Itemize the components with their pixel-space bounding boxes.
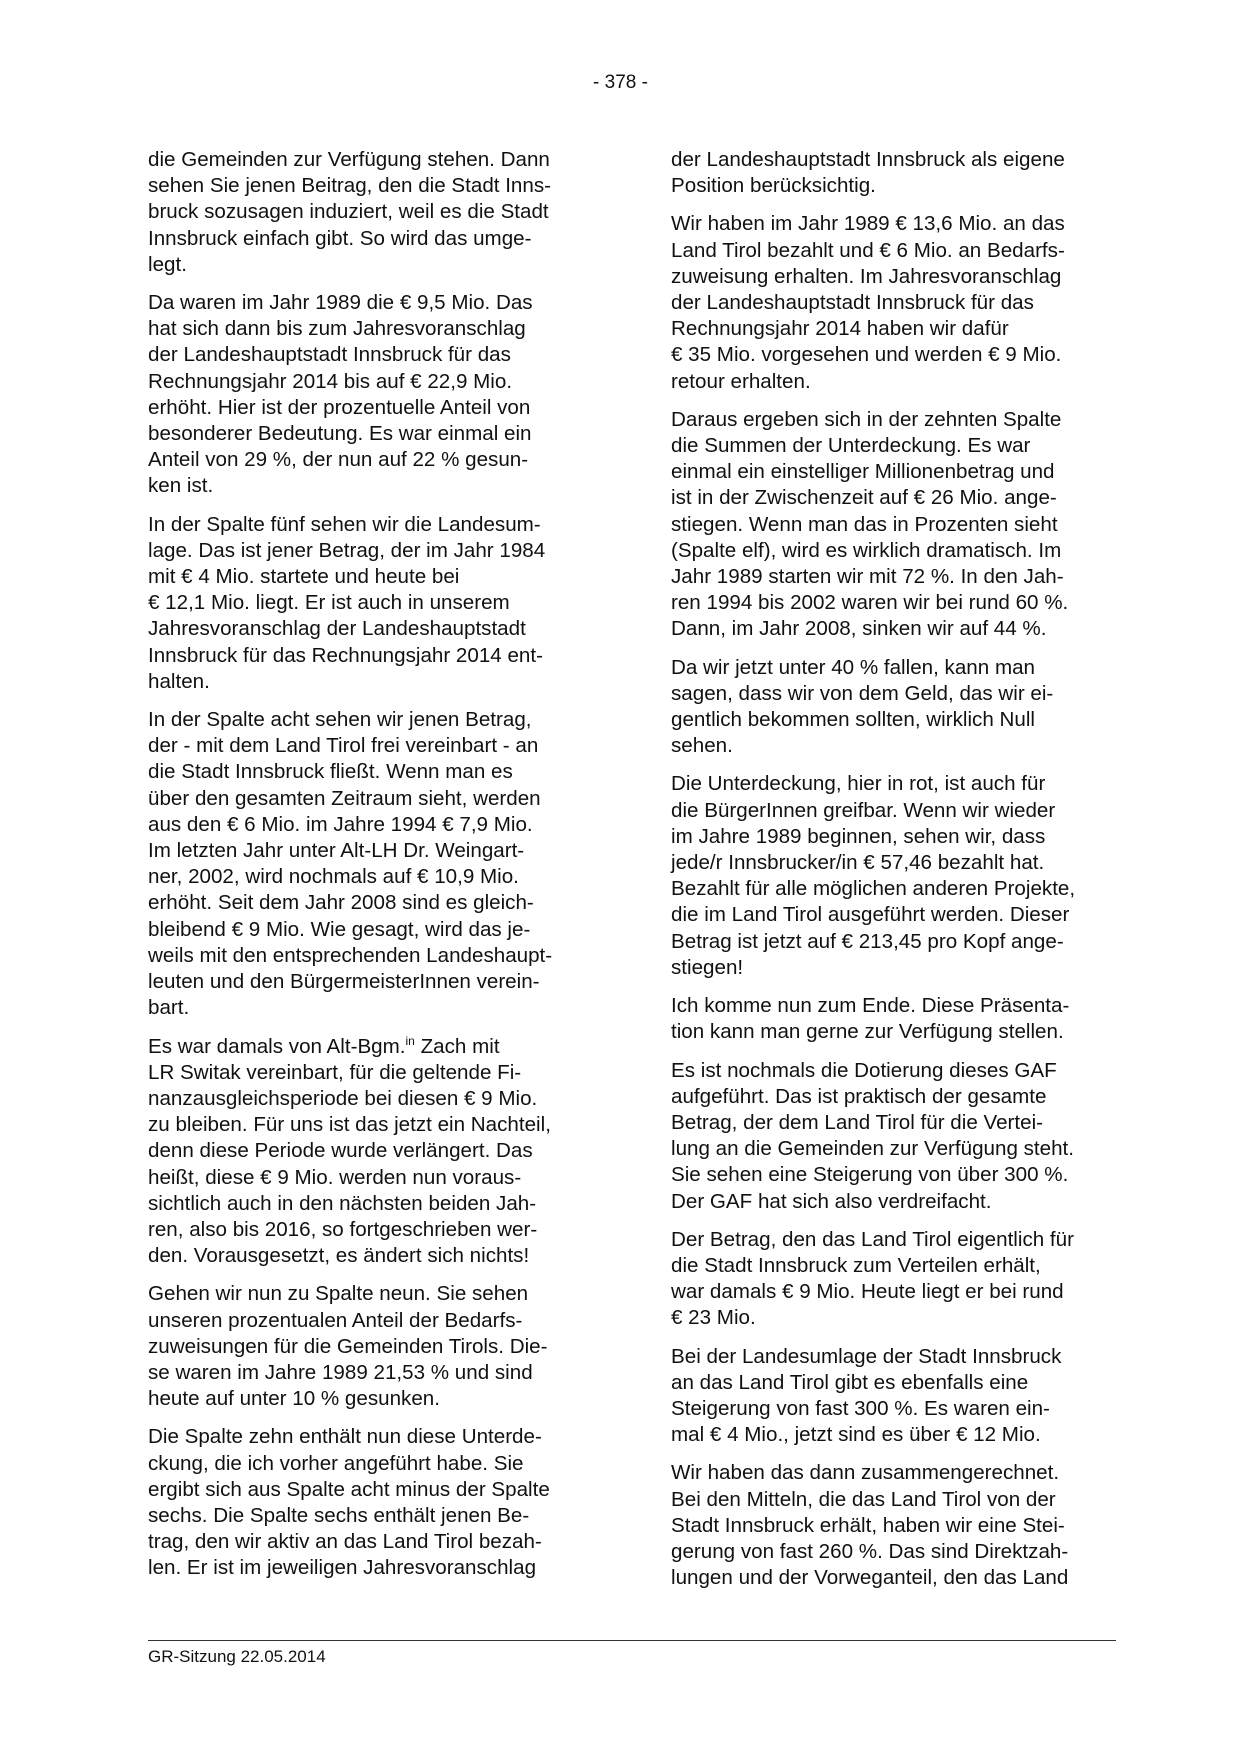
superscript: in [405,1033,415,1048]
paragraph: Gehen wir nun zu Spalte neun. Sie sehen unseren prozentualen Anteil der Bedarfs- zuweisungen für die Gemeinden Tirols. Die- se waren im Jahre 1989 21,53 % und sind heute auf unter 10 % gesunken. [148,1282,548,1411]
paragraph: die Gemeinden zur Verfügung stehen. Dann sehen Sie jenen Beitrag, den die Stadt Inns- bruck sozusagen induziert, weil es die Stadt Innsbruck einfach gibt. So wird das umge- legt. [148,148,551,276]
paragraph: Da waren im Jahr 1989 die € 9,5 Mio. Das hat sich dann bis zum Jahresvoranschlag der Landeshauptstadt Innsbruck für das Rechnungsjahr 2014 bis auf € 22,9 Mio. erhöht. Hier ist der prozentuelle Anteil von besonderer Bedeutung. Es war einmal ein Anteil von 29 %, der nun auf 22 % gesun- ken ist. [148,291,533,498]
paragraph: Bei der Landesumlage der Stadt Innsbruck an das Land Tirol gibt es ebenfalls eine Steigerung von fast 300 %. Es waren ein- mal € 4 Mio., jetzt sind es über € 12 Mio. [671,1344,1062,1447]
paragraph: Ich komme nun zum Ende. Diese Präsenta- tion kann man gerne zur Verfügung stellen. [671,994,1070,1044]
right-column [671,147,1119,1603]
left-column [148,147,596,1594]
text-before-superscript: Es war damals von Alt-Bgm. [148,1034,406,1058]
page-number: - 378 - [593,72,648,93]
paragraph: der Landeshauptstadt Innsbruck als eigene Position berücksichtig. [671,148,1065,198]
paragraph-opening [148,1035,500,1058]
paragraph: Da wir jetzt unter 40 % fallen, kann man sagen, dass wir von dem Geld, das wir ei- gentlich bekommen sollten, wirklich Null sehen. [671,655,1054,758]
paragraph: In der Spalte acht sehen wir jenen Betrag, der - mit dem Land Tirol frei vereinbart - an die Stadt Innsbruck fließt. Wenn man es über den gesamten Zeitraum sieht, werden aus den € 6 Mio. im Jahre 1994 € 7,9 Mio. Im letzten Jahr unter Alt-LH Dr. Weingart- ner, 2002, wird nochmals auf € 10,9 Mio. erhöht. Seit dem Jahr 2008 sind es gleich- bleibend € 9 Mio. Wie gesagt, wird das je- weils mit den entsprechenden Landeshaupt- leuten und den BürgermeisterInnen verein- bart. [148,708,553,1020]
paragraph: Die Unterdeckung, hier in rot, ist auch für die BürgerInnen greifbar. Wenn wir wieder im Jahre 1989 beginnen, sehen wir, dass jede/r Innsbrucker/in € 57,46 bezahlt hat. Bezahlt für alle möglichen anderen Projekte, die im Land Tirol ausgeführt werden. Dieser Betrag ist jetzt auf € 213,45 pro Kopf ange- stiegen! [671,772,1076,979]
paragraph: Daraus ergeben sich in der zehnten Spalte die Summen der Unterdeckung. Es war einmal ein einstelliger Millionenbetrag und ist in der Zwischenzeit auf € 26 Mio. ange- stiegen. Wenn man das in Prozenten sieht (Spalte elf), wird es wirklich dramatisch. Im Jahr 1989 starten wir mit 72 %. In den Jah- ren 1994 bis 2002 waren wir bei rund 60 %. Dann, im Jahr 2008, sinken wir auf 44 %. [671,407,1069,641]
footer-session-date: GR-Sitzung 22.05.2014 [148,1647,326,1666]
paragraph: In der Spalte fünf sehen wir die Landesum- lage. Das ist jener Betrag, der im Jahr 1984 mit € 4 Mio. startete und heute bei € 12,1 Mio. liegt. Er ist auch in unserem Jahresvoranschlag der Landeshauptstadt Innsbruck für das Rechnungsjahr 2014 ent- halten. [148,512,546,693]
paragraph: Wir haben im Jahr 1989 € 13,6 Mio. an das Land Tirol bezahlt und € 6 Mio. an Bedarfs- zuweisung erhalten. Im Jahresvoranschlag der Landeshauptstadt Innsbruck für das Rechnungsjahr 2014 haben wir dafür € 35 Mio. vorgesehen und werden € 9 Mio. retour erhalten. [671,212,1065,393]
paragraph: Die Spalte zehn enthält nun diese Unterde- ckung, die ich vorher angeführt habe. Sie ergibt sich aus Spalte acht minus der Spalte sechs. Die Spalte sechs enthält jenen Be- trag, den wir aktiv an das Land Tirol bezah- len. Er ist im jeweiligen Jahresvoranschlag [148,1425,550,1580]
paragraph: Es ist nochmals die Dotierung dieses GAF aufgeführt. Das ist praktisch der gesamte Betrag, der dem Land Tirol für die Vertei- lung an die Gemeinden zur Verfügung steht. Sie sehen eine Steigerung von über 300 %. Der GAF hat sich also verdreifacht. [671,1058,1074,1213]
footer-divider [148,1640,1116,1641]
paragraph: Der Betrag, den das Land Tirol eigentlich für die Stadt Innsbruck zum Verteilen erhält, war damals € 9 Mio. Heute liegt er bei rund € 23 Mio. [671,1227,1074,1330]
paragraph-continuation: LR Switak vereinbart, für die geltende Fi- nanzausgleichsperiode bei diesen € 9 Mio. zu bleiben. Für uns ist das jetzt ein Nachteil, denn diese Periode wurde verlängert. Das heißt, diese € 9 Mio. werden nun voraus- sichtlich auch in den nächsten beiden Jah- ren, also bis 2016, so fortgeschrieben wer- den. Vorausgesetzt, es ändert sich nichts! [148,1060,551,1268]
text-after-superscript: Zach mit [414,1034,500,1058]
paragraph [148,1034,596,1270]
paragraph: Wir haben das dann zusammengerechnet. Bei den Mitteln, die das Land Tirol von der Stadt Innsbruck erhält, haben wir eine Stei- gerung von fast 260 %. Das sind Direktzah- lungen und der Vorweganteil, den das Land [671,1461,1069,1590]
